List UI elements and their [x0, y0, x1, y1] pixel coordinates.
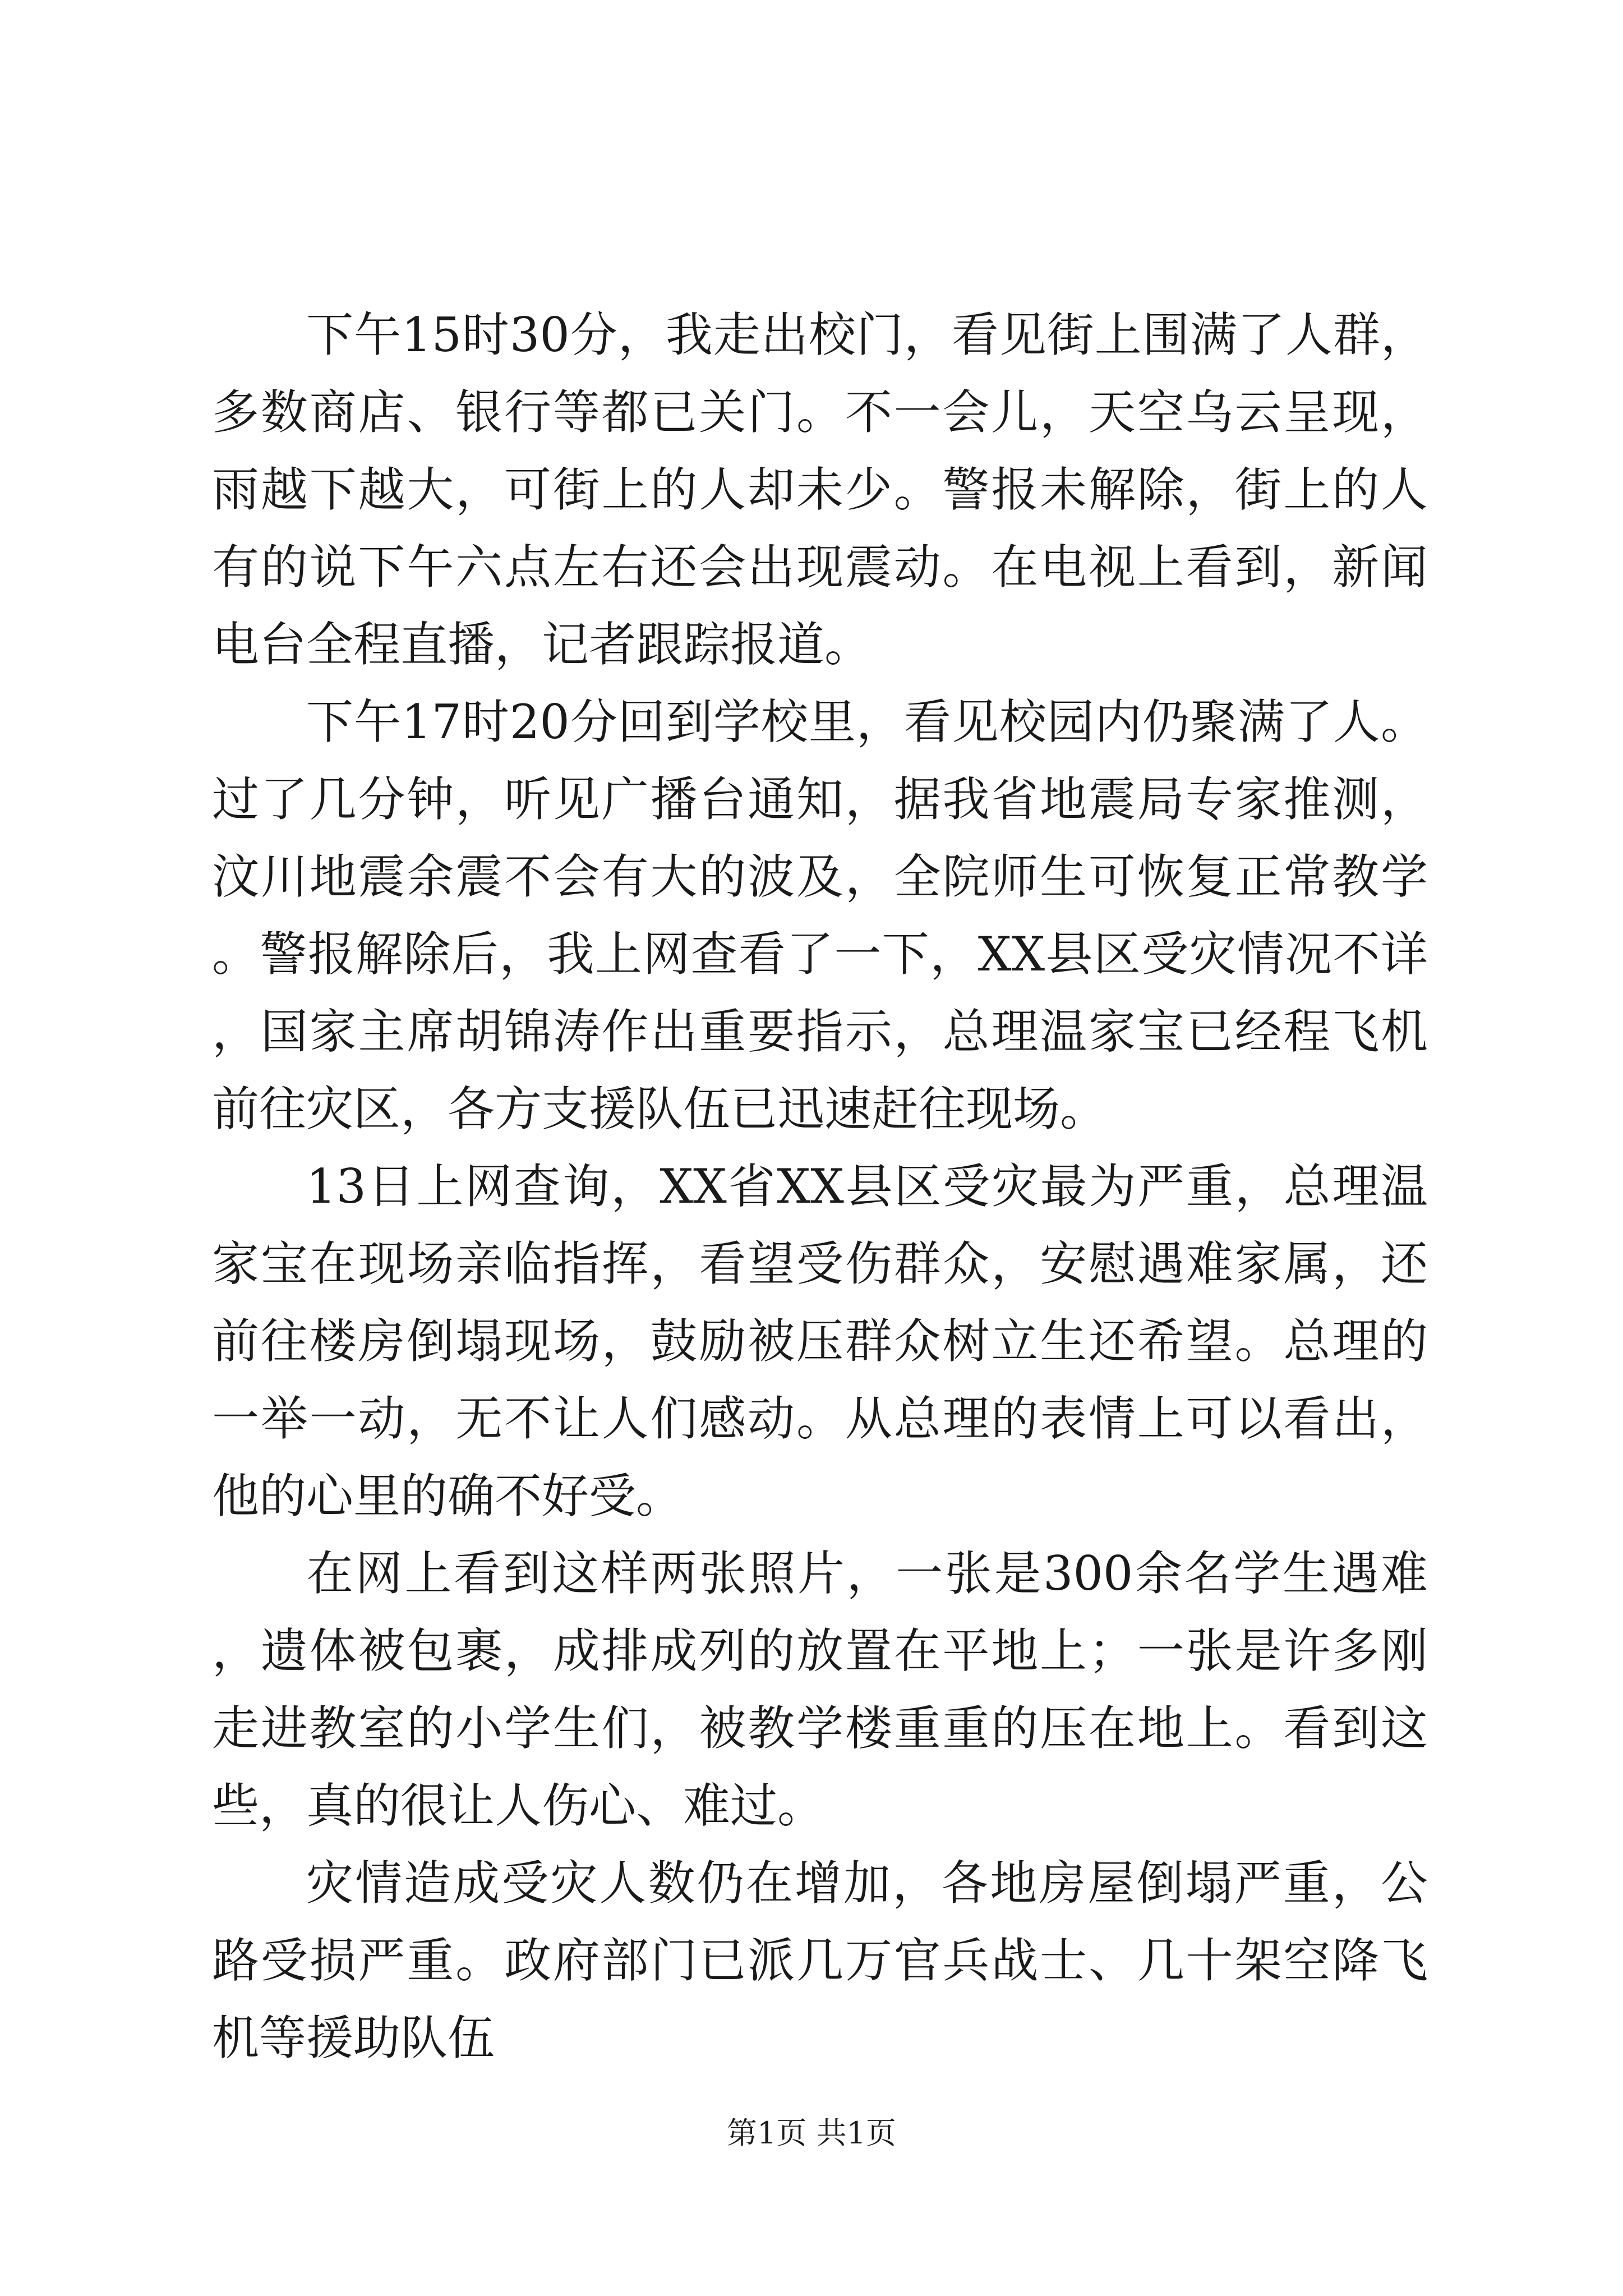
paragraph-3: 13日上网查询，XX省XX县区受灾最为严重，总理温家宝在现场亲临指挥，看望受伤群众，安慰遇难家属，还前往楼房倒塌现场，鼓励被压群众树立生还希望。总理的一举一动，无不让人们感动。从总理的表情上可以看出，他的心里的确不好受。 — [212, 1159, 1428, 1524]
document-body — [212, 296, 1428, 2077]
paragraph-4: 在网上看到这样两张照片，一张是300余名学生遇难，遗体被包裹，成排成列的放置在平地上；一张是许多刚走进教室的小学生们，被教学楼重重的压在地上。看到这些，真的很让人伤心、难过。 — [212, 1546, 1428, 1833]
paragraph-5: 灾情造成受灾人数仍在增加，各地房屋倒塌严重，公路受损严重。政府部门已派几万官兵战士、几十架空降飞机等援助队伍 — [212, 1856, 1428, 2065]
paragraph-2: 下午17时20分回到学校里，看见校园内仍聚满了人。过了几分钟，听见广播台通知，据我省地震局专家推测，汶川地震余震不会有大的波及，全院师生可恢复正常教学。警报解除后，我上网查看了一下，XX县区受灾情况不详，国家主席胡锦涛作出重要指示，总理温家宝已经程飞机前往灾区，各方支援队伍已迅速赶往现场。 — [212, 694, 1428, 1137]
paragraph-1: 下午15时30分，我走出校门，看见街上围满了人群，多数商店、银行等都已关门。不一会儿，天空乌云呈现，雨越下越大，可街上的人却未少。警报未解除，街上的人有的说下午六点左右还会出现震动。在电视上看到，新闻电台全程直播，记者跟踪报道。 — [212, 307, 1428, 672]
page-number-footer: 第1页 共1页 — [727, 2115, 896, 2151]
